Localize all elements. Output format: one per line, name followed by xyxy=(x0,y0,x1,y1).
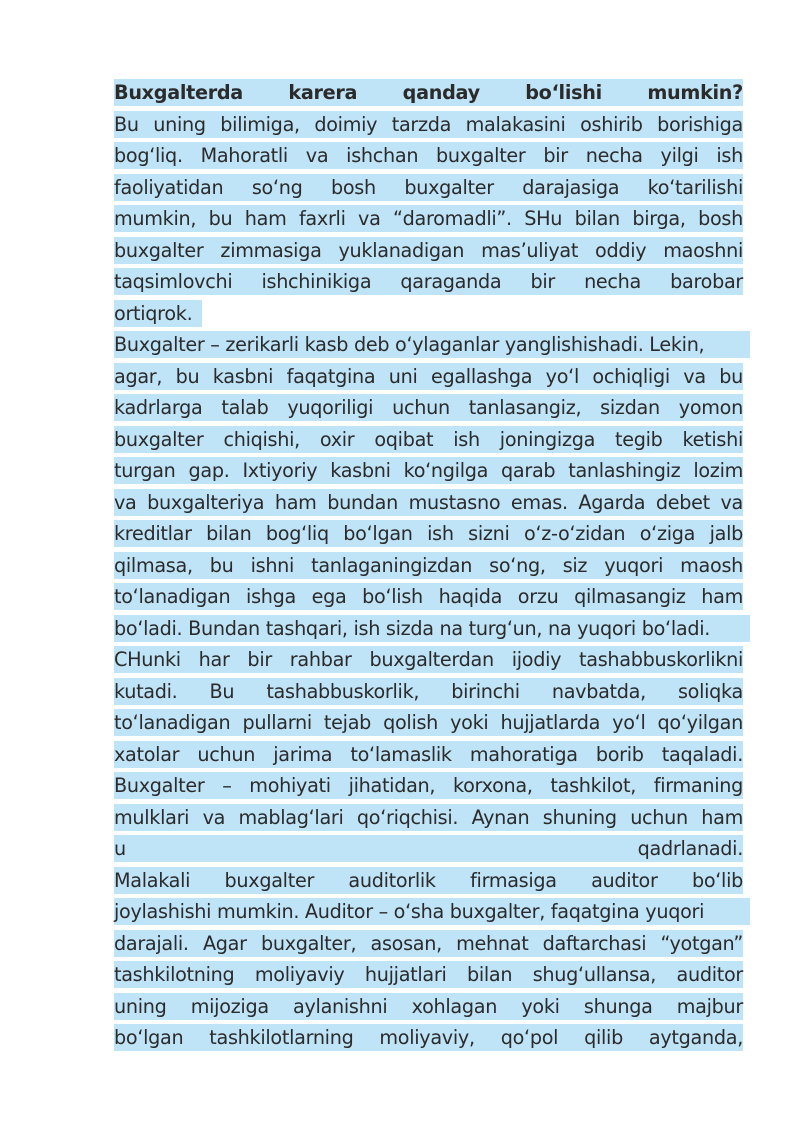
line-text: taqsimlovchi ishchinikiga qaraganda bir necha barobar xyxy=(114,270,743,293)
paragraph-line xyxy=(114,235,743,267)
line-text: tashkilotning moliyaviy hujjatlari bilan shug‘ullansa, auditor xyxy=(114,963,743,986)
line-text: Bu uning bilimiga, doimiy tarzda malakasini oshirib borishiga xyxy=(114,112,743,136)
paragraph-line xyxy=(114,991,743,1023)
paragraph-line xyxy=(114,1022,743,1054)
paragraph-line xyxy=(114,172,743,204)
line-text: va buxgalteriya ham bundan mustasno emas. Agarda debet va xyxy=(114,490,743,514)
paragraph-line xyxy=(114,550,743,582)
line-text: kadrlarga talab yuqoriligi uchun tanlasangiz, sizdan yomon xyxy=(114,396,743,419)
paragraph-line xyxy=(114,833,743,865)
line-text: qilmasa, bu ishni tanlaganingizdan so‘ng, siz yuqori maosh xyxy=(114,553,743,577)
line-text: Malakali buxgalter auditorlik firmasiga auditor bo‘lib xyxy=(114,868,743,892)
line-text: u qadrlanadi. xyxy=(114,837,743,860)
paragraph-line xyxy=(114,739,743,771)
line-text: bog‘liq. Mahoratli va ishchan buxgalter bir necha yilgi ish xyxy=(114,144,743,167)
paragraph-line xyxy=(114,518,743,550)
paragraph-line xyxy=(114,959,743,991)
paragraph-line xyxy=(114,707,743,739)
paragraph-line xyxy=(114,455,743,487)
paragraph-line xyxy=(114,298,743,330)
paragraph-line xyxy=(114,140,743,172)
paragraph-line xyxy=(114,676,743,708)
line-text: to‘lanadigan pullarni tejab qolish yoki hujjatlarda yo‘l qo‘yilgan xyxy=(114,711,743,734)
paragraph-line xyxy=(114,392,743,424)
line-text: faoliyatidan so‘ng bosh buxgalter darajasiga ko‘tarilishi xyxy=(114,175,743,199)
line-text: Buxgalter – mohiyati jihatidan, korxona, tashkilot, firmaning xyxy=(114,774,743,797)
paragraph-line xyxy=(114,613,743,645)
paragraph-line xyxy=(114,109,743,141)
line-text: Buxgalter – zerikarli kasb deb o‘ylaganlar yanglishishadi. Lekin, xyxy=(114,333,705,356)
line-text: mumkin, bu ham faxrli va “daromadli”. SHu bilan birga, bosh xyxy=(114,207,743,230)
line-text: to‘lanadigan ishga ega bo‘lish haqida orzu qilmasangiz ham xyxy=(114,585,743,608)
line-text: kutadi. Bu tashabbuskorlik, birinchi navbatda, soliqka xyxy=(114,679,743,703)
paragraph-line xyxy=(114,329,743,361)
paragraph-line xyxy=(114,928,743,960)
line-text: kreditlar bilan bog‘liq bo‘lgan ish sizni o‘z-o‘zidan o‘ziga jalb xyxy=(114,522,743,545)
line-text: turgan gap. Ixtiyoriy kasbni ko‘ngilga qarab tanlashingiz lozim xyxy=(114,459,743,482)
paragraph-line xyxy=(114,802,743,834)
paragraph-line xyxy=(114,581,743,613)
line-text: Buxgalterda karera qanday bo‘lishi mumkin? xyxy=(114,81,743,104)
line-text: joylashishi mumkin. Auditor – o‘sha buxgalter, faqatgina yuqori xyxy=(114,900,705,923)
paragraph-line xyxy=(114,487,743,519)
paragraph-line xyxy=(114,266,743,298)
line-text: bo‘ladi. Bundan tashqari, ish sizda na turg‘un, na yuqori bo‘ladi. xyxy=(114,616,711,640)
line-text: mulklari va mablag‘lari qo‘riqchisi. Aynan shuning uchun ham xyxy=(114,805,743,829)
line-text: xatolar uchun jarima to‘lamaslik mahoratiga borib taqaladi. xyxy=(114,742,743,766)
heading-line xyxy=(114,77,743,109)
line-text: bo‘lgan tashkilotlarning moliyaviy, qo‘pol qilib aytganda, xyxy=(114,1026,743,1049)
line-text: CHunki har bir rahbar buxgalterdan ijodiy tashabbuskorlikni xyxy=(114,648,743,671)
paragraph-line xyxy=(114,865,743,897)
line-text: darajali. Agar buxgalter, asosan, mehnat daftarchasi “yotgan” xyxy=(114,931,743,955)
line-text: buxgalter zimmasiga yuklanadigan mas’uliyat oddiy maoshni xyxy=(114,238,743,262)
paragraph-line xyxy=(114,424,743,456)
line-text: ortiqrok. xyxy=(114,301,193,325)
line-text: buxgalter chiqishi, oxir oqibat ish joningizga tegib ketishi xyxy=(114,427,743,451)
paragraph-line xyxy=(114,896,743,928)
line-text: uning mijoziga aylanishni xohlagan yoki shunga majbur xyxy=(114,994,743,1018)
paragraph-line xyxy=(114,203,743,235)
paragraph-line xyxy=(114,644,743,676)
document-body xyxy=(114,77,743,1054)
line-text: agar, bu kasbni faqatgina uni egallashga yo‘l ochiqligi va bu xyxy=(114,364,743,388)
paragraph-line xyxy=(114,361,743,393)
paragraph-line xyxy=(114,770,743,802)
